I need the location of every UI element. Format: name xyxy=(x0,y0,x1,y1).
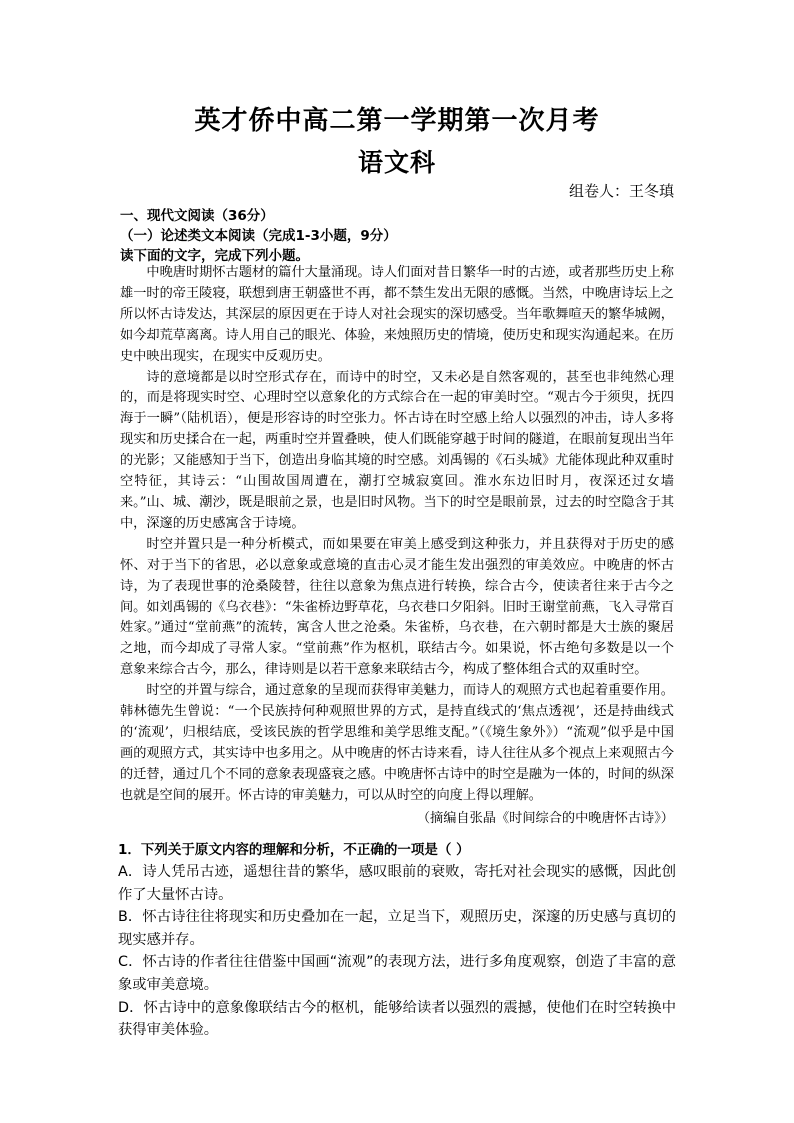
question-stem: 1．下列关于原文内容的理解和分析，不正确的一项是（ ） xyxy=(118,842,470,858)
reading-instruction: 读下面的文字，完成下列小题。 xyxy=(120,248,309,264)
passage-paragraph: 时空并置只是一种分析模式，而如果要在审美上感受到这种张力，并且获得对于历史的感怀、对于当下的省思，必以意象或意境的直击心灵才能生发出强烈的审美效应。中晚唐的怀古诗，为了表现世事的沧桑陵替，往往以意象为焦点进行转换，综合古今，使读者往来于古今之间。如刘禹锡的《乌衣巷》：“朱雀桥边野草花，乌衣巷口夕阳斜。旧时王谢堂前燕，飞入寻常百姓家。”通过“堂前燕”的流转，寓含人世之沧桑。朱雀桥，乌衣巷，在六朝时都是大士族的聚居之地，而今却成了寻常人家。“堂前燕”作为枢机，联结古今。如果说，怀古绝句多数是以一个意象来综合古今，那么，律诗则是以若干意象来联结古今，构成了整体组合式的双重时空。 xyxy=(120,536,675,678)
subject-title: 语文科 xyxy=(357,148,436,177)
passage-paragraph: 中晚唐时期怀古题材的篇什大量涌现。诗人们面对昔日繁华一时的古迹，或者那些历史上称雄一时的帝王陵寝，联想到唐王朝盛世不再，都不禁生发出无限的感慨。当然，中晚唐诗坛上之所以怀古诗发达，其深层的原因更在于诗人对社会现实的深切感受。当年歌舞喧天的繁华城阙，如今却荒草离离。诗人用自己的眼光、体验，来烛照历史的情境，使历史和现实沟通起来。在历史中映出现实，在现实中反观历史。 xyxy=(120,265,674,364)
option-b: B．怀古诗往往将现实和历史叠加在一起，立足当下，观照历史，深邃的历史感与真切的现实感并存。 xyxy=(118,909,676,948)
passage-paragraph: 时空的并置与综合，通过意象的呈现而获得审美魅力，而诗人的观照方式也起着重要作用。韩林德先生曾说：“一个民族持何种观照世界的方式，是持直线式的‘焦点透视’，还是持曲线式的‘流观’，归根结底，受该民族的哲学思维和美学思维支配。”（《境生象外》）“流观”似乎是中国画的观照方式，其实诗中也多用之。从中晚唐的怀古诗来看，诗人往往从多个视点上来观照古今的迁替，通过几个不同的意象表现盛衰之感。中晚唐怀古诗中的时空是融为一体的，时间的纵深也就是空间的展开。怀古诗的审美魅力，可以从时空的向度上得以理解。 xyxy=(120,683,674,803)
exam-title: 英才侨中高二第一学期第一次月考 xyxy=(194,106,600,136)
option-a: A．诗人凭吊古迹，遥想往昔的繁华，感叹眼前的衰败，寄托对社会现实的感慨，因此创作了大量怀古诗。 xyxy=(118,864,676,903)
option-c: C．怀古诗的作者往往借鉴中国画“流观”的表现方法，进行多角度观察，创造了丰富的意象或审美意境。 xyxy=(118,954,676,993)
passage-paragraph: 诗的意境都是以时空形式存在，而诗中的时空，又未必是自然客观的，甚至也非纯然心理的，而是将现实时空、心理时空以意象化的方式综合在一起的审美时空。“观古今于须臾，抚四海于一瞬”（陆机语），便是形容诗的时空张力。怀古诗在时空感上给人以强烈的冲击，诗人多将现实和历史揉合在一起，两重时空并置叠映，使人们既能穿越于时间的隧道，在眼前复现出当年的光影；又能感知于当下，创造出身临其境的时空感。刘禹锡的《石头城》尤能体现此种双重时空特征，其诗云：“山围故国周遭在，潮打空城寂寞回。淮水东边旧时月，夜深还过女墙来。”山、城、潮沙，既是眼前之景，也是旧时风物。当下的时空是眼前景，过去的时空隐含于其中，深邃的历史感寓含于诗境。 xyxy=(120,369,675,531)
reading-passage xyxy=(120,263,674,829)
option-d: D．怀古诗中的意象像联结古今的枢机，能够给读者以强烈的震撼，使他们在时空转换中获得审美体验。 xyxy=(118,999,676,1039)
subsection-heading: （一）论述类文本阅读（完成1-3小题，9分） xyxy=(120,228,397,244)
question-1 xyxy=(118,840,676,1042)
section-heading: 一、现代文阅读（36分） xyxy=(120,208,274,224)
passage-source: （摘编自张晶《时间综合的中晚唐怀古诗》） xyxy=(416,810,674,826)
compiler-label: 组卷人：王冬瑱 xyxy=(568,182,674,200)
